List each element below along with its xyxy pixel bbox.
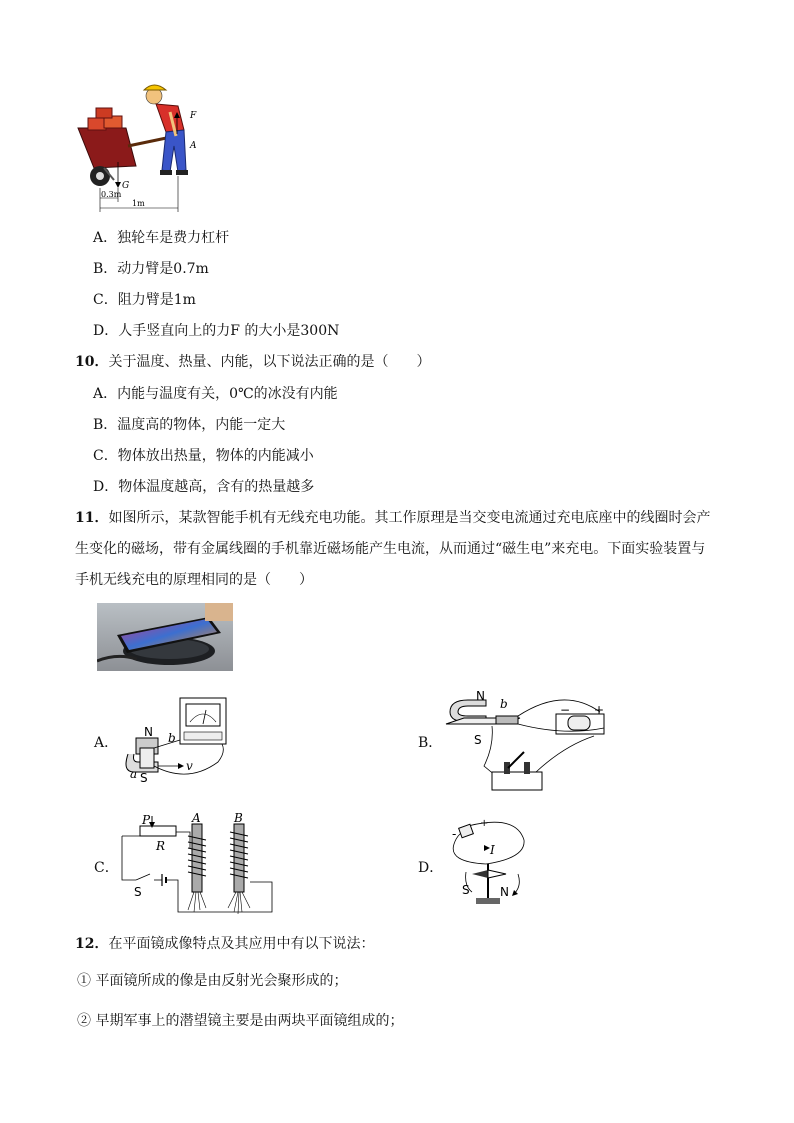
q11-option-d-label: D．	[418, 860, 444, 876]
label-dist-03: 0.3m	[101, 190, 122, 199]
wheelbarrow-figure	[74, 76, 204, 216]
q11-stem-line-3: 手机无线充电的原理相同的是（ ）	[75, 572, 313, 588]
q10-stem	[75, 353, 430, 371]
figure-a-generator	[118, 692, 238, 790]
fig-c-label-S: S	[134, 885, 142, 899]
fig-c-label-A: A	[192, 812, 201, 825]
q9-option-d: D．人手竖直向上的力F 的大小是300N	[93, 323, 340, 339]
q10-option-c: C．物体放出热量，物体的内能减小	[93, 448, 314, 464]
fig-b-label-N: N	[476, 689, 485, 703]
fig-a-label-b: b	[168, 731, 176, 745]
q12-item-1: ① 平面镜所成的像是由反射光会聚形成的；	[77, 973, 348, 989]
fig-a-label-S: S	[140, 771, 148, 785]
fig-c-label-P: P	[142, 813, 151, 827]
figure-d-oersted	[446, 814, 536, 914]
q10-option-a: A．内能与温度有关，0℃的冰没有内能	[93, 386, 338, 402]
fig-b-label-plus: +	[594, 703, 605, 717]
fig-a-label-a: a	[130, 767, 138, 781]
label-dist-1: 1m	[132, 199, 145, 208]
q11-option-b-label: B．	[418, 735, 443, 751]
q12-item-2: ② 早期军事上的潜望镜主要是由两块平面镜组成的；	[77, 1013, 404, 1029]
fig-a-label-N: N	[144, 725, 153, 739]
q9-option-b: B．动力臂是0.7m	[93, 261, 209, 277]
q9-option-c: C．阻力臂是1m	[93, 292, 196, 308]
q11-option-a-label: A．	[94, 735, 119, 751]
q10-option-b: B．温度高的物体，内能一定大	[93, 417, 286, 433]
q10-number: 10．	[75, 354, 109, 370]
q12-stem	[75, 935, 374, 953]
fig-b-label-S: S	[474, 733, 482, 747]
fig-c-label-R: R	[156, 839, 166, 853]
fig-d-label-I: I	[490, 843, 495, 857]
q12-stem-text: 在平面镜成像特点及其应用中有以下说法：	[108, 936, 375, 952]
fig-c-label-B: B	[234, 812, 243, 825]
q11-number: 11．	[75, 510, 109, 526]
q11-stem-text-1: 如图所示，某款智能手机有无线充电功能。其工作原理是当交变电流通过充电底座中的线圈时会产	[108, 510, 711, 526]
q10-option-d: D．物体温度越高，含有的热量越多	[93, 479, 315, 495]
fig-d-label-S: S	[462, 883, 470, 897]
q11-stem-line-2: 生变化的磁场，带有金属线圈的手机靠近磁场能产生电流，从而通过“磁生电”来充电。下面实验装置与	[75, 541, 706, 557]
label-A: A	[190, 141, 197, 151]
label-F: F	[190, 111, 197, 121]
figure-b-motor	[444, 686, 614, 796]
fig-d-label-N: N	[500, 885, 509, 899]
fig-d-label-plus: +	[480, 818, 489, 829]
fig-a-label-v: v	[186, 759, 193, 773]
fig-d-label-minus: -	[452, 827, 457, 841]
q11-option-c-label: C．	[94, 860, 119, 876]
q10-stem-text: 关于温度、热量、内能，以下说法正确的是（ ）	[108, 354, 431, 370]
q11-stem-line-1	[75, 509, 710, 527]
wireless-charging-photo	[97, 603, 233, 671]
q9-option-a: A．独轮车是费力杠杆	[93, 230, 230, 246]
fig-b-label-b: b	[500, 697, 508, 711]
label-G: G	[122, 181, 130, 191]
q12-number: 12．	[75, 936, 109, 952]
figure-c-electromagnets	[118, 812, 278, 918]
fig-b-label-minus: −	[560, 703, 571, 717]
